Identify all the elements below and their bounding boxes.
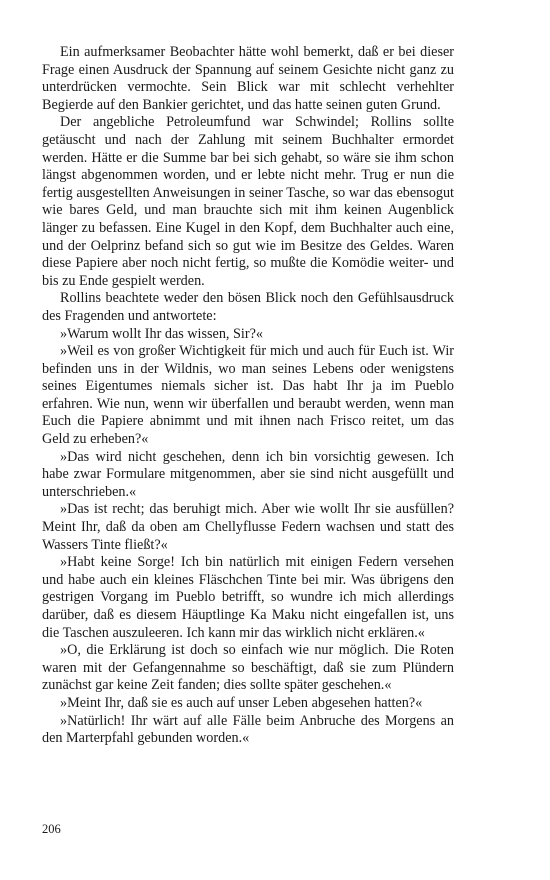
paragraph: »Meint Ihr, daß sie es auch auf unser Leben abgesehen hatten?« — [60, 694, 423, 711]
body-text — [42, 44, 454, 748]
paragraph: Ein aufmerksamer Beobachter hätte wohl bemerkt, daß er bei dieser Frage einen Ausdruck der Spannung auf seinem Gesichte nicht ganz zu unterdrücken vermochte. Sein Blick war mit schlecht verhehlter Begierde auf den Bankier gerichtet, und das hatte seinen guten Grund. — [42, 44, 454, 113]
paragraph: »Natürlich! Ihr wärt auf alle Fälle beim Anbruche des Morgens an den Marterpfahl gebunden worden.« — [42, 712, 454, 747]
paragraph: »Warum wollt Ihr das wissen, Sir?« — [60, 325, 263, 342]
paragraph: Der angebliche Petroleumfund war Schwindel; Rollins sollte getäuscht und nach der Zahlung mit seinem Buchhalter ermordet werden. Hätte er die Summe bar bei sich gehabt, so wäre sie ihm schon längst abgenommen worden, und er lebte nicht mehr. Trug er nun die fertig ausgestellten Anweisungen in seiner Tasche, so war das ebensogut wie bares Geld, und man brauchte sich mit ihm keinen Augenblick länger zu befassen. Eine Kugel in den Kopf, dem Buchhalter auch eine, und der Oelprinz befand sich so gut wie im Besitze des Geldes. Waren diese Papiere aber noch nicht fertig, so mußte die Komödie weiter- und bis zu Ende gespielt werden. — [42, 114, 454, 289]
paragraph: Rollins beachtete weder den bösen Blick noch den Gefühlsausdruck des Fragenden und antwortete: — [42, 290, 454, 324]
paragraph: »O, die Erklärung ist doch so einfach wie nur möglich. Die Roten waren mit der Gefangennahme so beschäftigt, daß sie zum Plündern zunächst gar keine Zeit fanden; dies sollte später geschehen.« — [42, 642, 454, 694]
paragraph: »Habt keine Sorge! Ich bin natürlich mit einigen Federn versehen und habe auch ein kleines Fläschchen Tinte bei mir. Was übrigens den gestrigen Vorgang im Pueblo betrifft, so wundre ich mich allerdings darüber, daß es diesem Häuptlinge Ka Maku nicht eingefallen ist, uns die Taschen auszuleeren. Ich kann mir das wirklich nicht erklären.« — [42, 554, 454, 641]
paragraph: »Das wird nicht geschehen, denn ich bin vorsichtig gewesen. Ich habe zwar Formulare mitgenommen, aber sie sind nicht ausgefüllt und unterschrieben.« — [42, 448, 454, 500]
page-number: 206 — [42, 822, 61, 836]
paragraph: »Das ist recht; das beruhigt mich. Aber wie wollt Ihr sie ausfüllen? Meint Ihr, daß da oben am Chellyflusse Federn wachsen und statt des Wassers Tinte fließt?« — [42, 501, 454, 553]
paragraph: »Weil es von großer Wichtigkeit für mich und auch für Euch ist. Wir befinden uns in der Wildnis, wo man seines Lebens oder wenigstens seines Eigentumes niemals sicher ist. Das habt Ihr ja im Pueblo erfahren. Wie nun, wenn wir überfallen und beraubt werden, wenn man Euch die Papiere abnimmt und mit ihnen nach Frisco reitet, um das Geld zu erheben?« — [42, 343, 454, 448]
